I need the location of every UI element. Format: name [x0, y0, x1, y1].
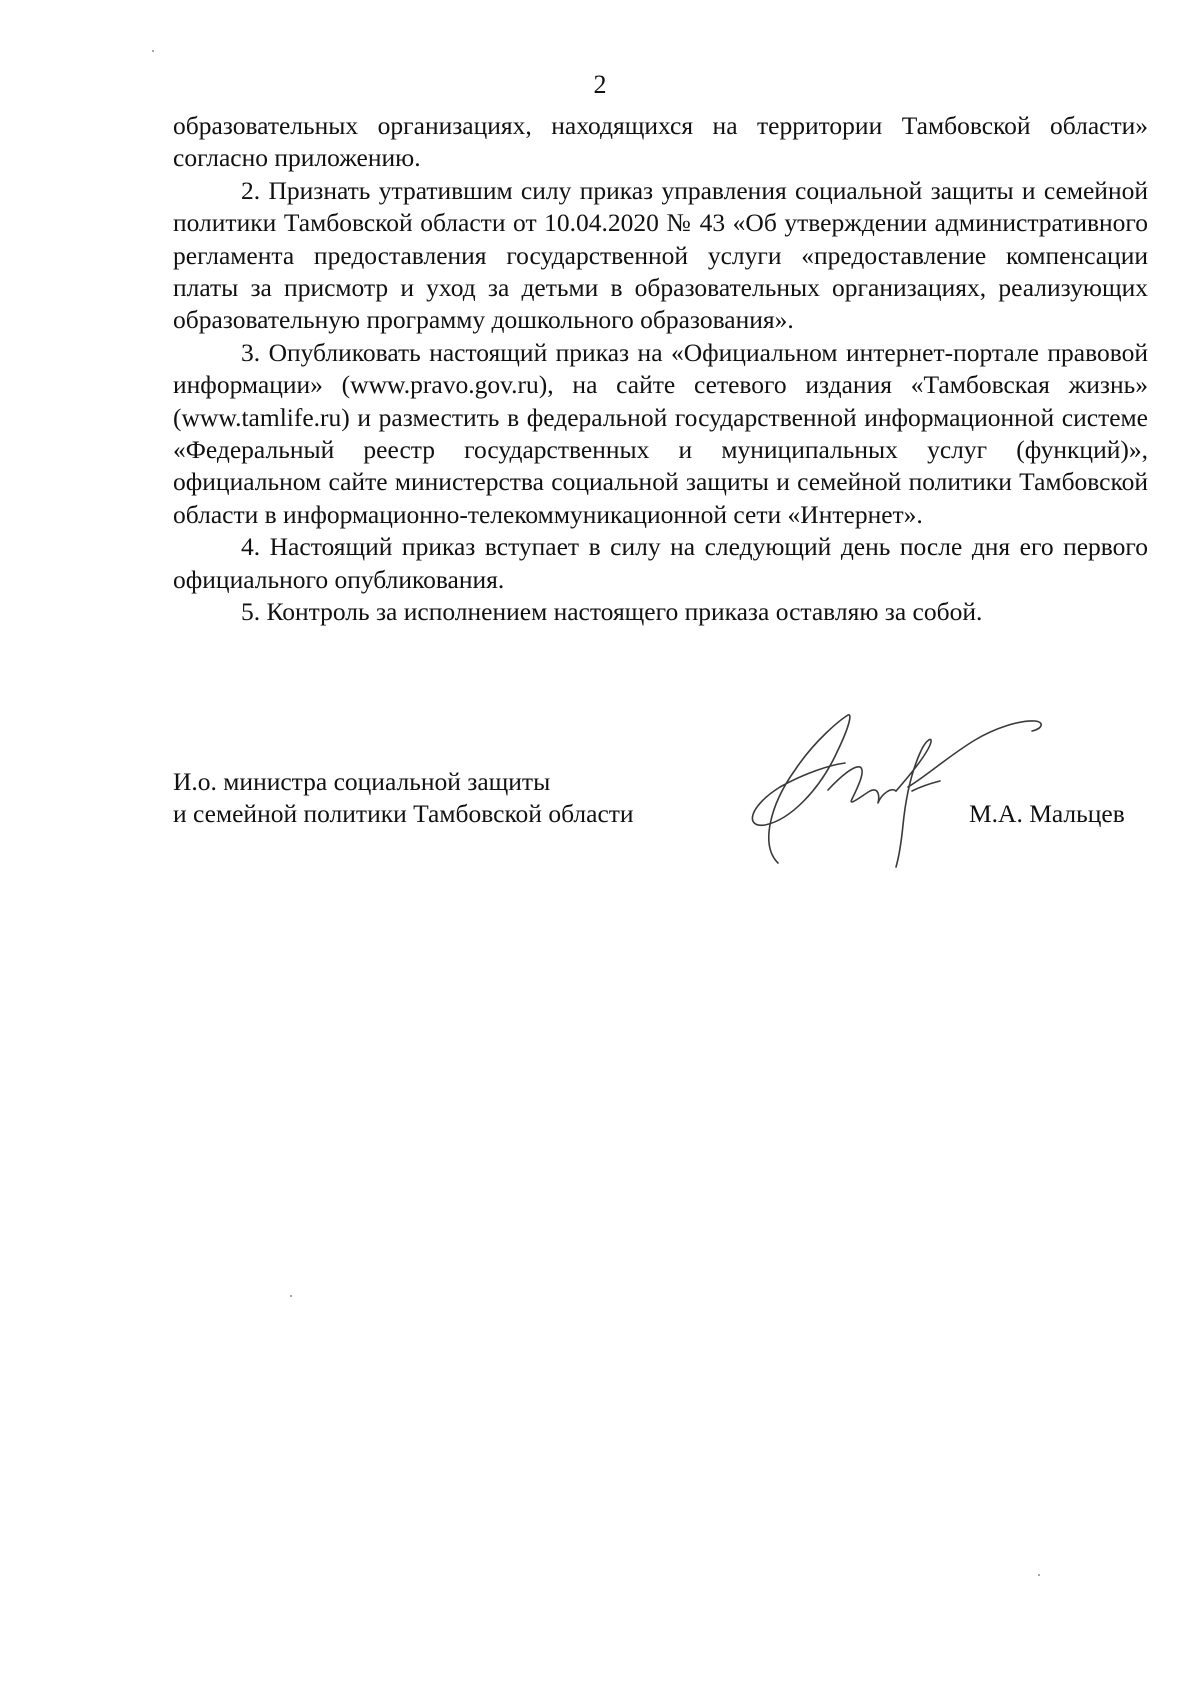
signatory-position-line-2: и семейной политики Тамбовской области: [173, 799, 634, 828]
scan-speck: [152, 50, 154, 52]
signatory-name: М.А. Мальцев: [969, 799, 1125, 828]
scan-speck: [290, 1295, 292, 1297]
paragraph-5: 5. Контроль за исполнением настоящего приказа оставляю за собой.: [241, 597, 983, 627]
page-number: 2: [593, 70, 607, 99]
handwritten-signature: [720, 695, 1080, 870]
document-body: [173, 110, 1148, 629]
paragraph-3: 3. Опубликовать настоящий приказ на «Официальном интернет-портале правовой информации» (www.pravo.gov.ru), на сайте сетевого издания «Тамбовская жизнь» (www.tamlife.ru) и разместить в федеральной государственной информационной системе «Федеральный реестр государственных и муниципальных услуг (функций)», официальном сайте министерства социальной защиты и семейной политики Тамбовской области в информационно-телекоммуникационной сети «Интернет».: [173, 337, 1148, 529]
scan-speck: [1038, 1574, 1040, 1576]
signatory-position-line-1: И.о. министра социальной защиты: [173, 767, 551, 796]
signatory-position: [173, 766, 634, 830]
paragraph-4: 4. Настоящий приказ вступает в силу на следующий день после дня его первого официального опубликования.: [173, 532, 1148, 594]
paragraph-continuation: образовательных организациях, находящихся на территории Тамбовской области» согласно приложению.: [173, 111, 1148, 173]
paragraph-2: 2. Признать утратившим силу приказ управления социальной защиты и семейной политики Тамбовской области от 10.04.2020 № 43 «Об утверждении административного регламента предоставления государственной услуги «предоставление компенсации платы за присмотр и уход за детьми в образовательных организациях, реализующих образовательную программу дошкольного образования».: [173, 175, 1148, 335]
